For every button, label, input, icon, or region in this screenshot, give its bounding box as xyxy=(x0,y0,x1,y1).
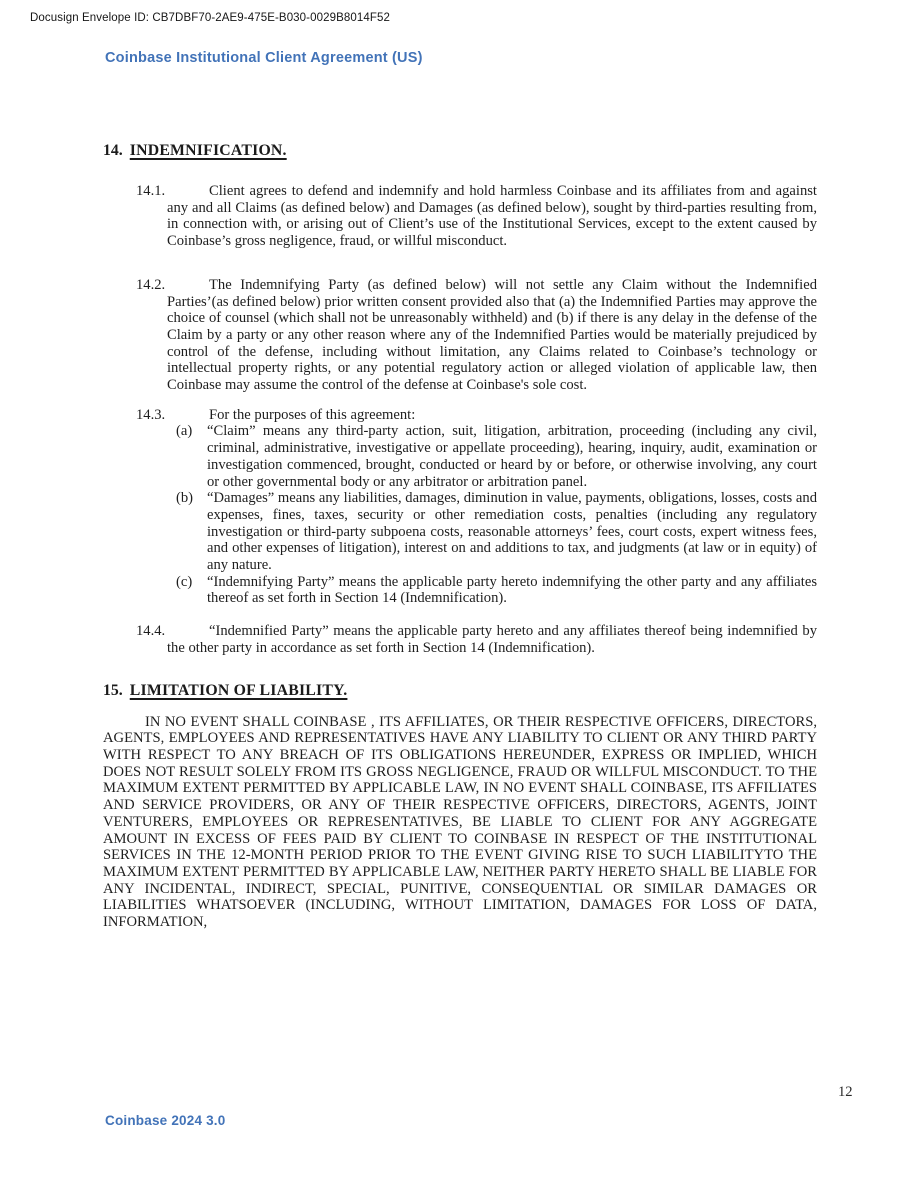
section-14-title: INDEMNIFICATION. xyxy=(129,142,287,159)
clause-14-2-number: 14.2. xyxy=(136,276,166,293)
section-14-heading xyxy=(103,141,817,161)
clause-14-3 xyxy=(103,407,817,607)
page-content xyxy=(103,141,817,931)
document-title: Coinbase Institutional Client Agreement (US) xyxy=(105,50,423,66)
definition-item-claim xyxy=(167,423,817,490)
definition-item-indemnifying-party xyxy=(167,574,817,607)
definition-item-claim-text: “Claim” means any third-party action, suit, litigation, arbitration, proceeding (including any civil, criminal, administrative, investigative or appellate proceeding), hearing, inquiry, audit, examination or investigation commenced, brought, conducted or heard by or before, or otherwise involving, any court or other governmental body or any arbitrator or arbitration panel. xyxy=(207,423,817,490)
definition-item-indemnifying-party-text: “Indemnifying Party” means the applicable party hereto indemnifying the other party and any affiliates thereof as set forth in Section 14 (Indemnification). xyxy=(207,573,817,607)
section-15-title: LIMITATION OF LIABILITY. xyxy=(129,681,348,699)
definition-item-damages xyxy=(167,490,817,574)
clause-14-2 xyxy=(103,277,817,394)
definition-item-claim-marker: (a) xyxy=(176,423,193,440)
clause-14-3-number: 14.3. xyxy=(136,406,166,423)
section-15-number: 15. xyxy=(103,681,123,699)
clause-14-1 xyxy=(103,183,817,250)
clause-14-4-number: 14.4. xyxy=(136,623,166,640)
document-version-label: Coinbase 2024 3.0 xyxy=(105,1113,226,1128)
definition-item-damages-marker: (b) xyxy=(176,490,194,507)
docusign-envelope-id: Docusign Envelope ID: CB7DBF70-2AE9-475E-B030-0029B8014F52 xyxy=(30,12,390,24)
section-15-heading xyxy=(103,681,817,701)
clause-14-1-text: Client agrees to defend and indemnify and hold harmless Coinbase and its affiliates from and against any and all Claims (as defined below) and Damages (as defined below), sought by third-parties resulting from, in connection with, or arising out of Client’s use of the Institutional Services, except to the extent caused by Coinbase’s gross negligence, fraud, or willful misconduct. xyxy=(167,183,817,250)
clause-14-4 xyxy=(103,623,817,656)
definition-item-indemnifying-party-marker: (c) xyxy=(176,573,193,590)
clause-14-4-text: “Indemnified Party” means the applicable party hereto and any affiliates thereof being indemnified by the other party in accordance as set forth in Section 14 (Indemnification). xyxy=(167,623,817,656)
definition-item-damages-text: “Damages” means any liabilities, damages, diminution in value, payments, obligations, losses, costs and expenses, fines, taxes, security or other remediation costs, penalties (including any regulatory investigation or third-party subpoena costs, reasonable attorneys’ fees, court costs, expert witness fees, and other expenses of litigation), interest on and additions to tax, and judgments (at law or in equity) of any nature. xyxy=(207,490,817,574)
clause-14-3-intro: For the purposes of this agreement: xyxy=(209,406,416,423)
section-15-paragraph: IN NO EVENT SHALL COINBASE , ITS AFFILIATES, OR THEIR RESPECTIVE OFFICERS, DIRECTORS, AGENTS, EMPLOYEES AND REPRESENTATIVES HAVE ANY LIABILITY TO CLIENT OR ANY THIRD PARTY WITH RESPECT TO ANY BREACH OF ITS OBLIGATIONS HEREUNDER, EXPRESS OR IMPLIED, WHICH DOES NOT RESULT SOLELY FROM ITS GROSS NEGLIGENCE, FRAUD OR WILLFUL MISCONDUCT. TO THE MAXIMUM EXTENT PERMITTED BY APPLICABLE LAW, IN NO EVENT SHALL COINBASE, ITS AFFILIATES AND SERVICE PROVIDERS, OR ANY OF THEIR RESPECTIVE OFFICERS, DIRECTORS, AGENTS, JOINT VENTURERS, EMPLOYEES OR REPRESENTATIVES, BE LIABLE TO CLIENT FOR ANY AGGREGATE AMOUNT IN EXCESS OF FEES PAID BY CLIENT TO COINBASE IN RESPECT OF THE INSTITUTIONAL SERVICES IN THE 12-MONTH PERIOD PRIOR TO THE EVENT GIVING RISE TO SUCH LIABILITYTO THE MAXIMUM EXTENT PERMITTED BY APPLICABLE LAW, NEITHER PARTY HERETO SHALL BE LIABLE FOR ANY INCIDENTAL, INDIRECT, SPECIAL, PUNITIVE, CONSEQUENTIAL OR SIMILAR DAMAGES OR LIABILITIES WHATSOEVER (INCLUDING, WITHOUT LIMITATION, DAMAGES FOR LOSS OF DATA, INFORMATION, xyxy=(103,713,817,931)
section-14-number: 14. xyxy=(103,142,123,159)
clause-14-1-number: 14.1. xyxy=(136,183,166,199)
page-number: 12 xyxy=(838,1084,853,1100)
clause-14-2-text: The Indemnifying Party (as defined below) will not settle any Claim without the Indemnified Parties’(as defined below) prior written consent provided also that (a) the Indemnified Parties may approve the choice of counsel (which shall not be unreasonably withheld) and (b) if there is any delay in the defense of the Claim by a party or any other reason where any of the Indemnified Parties would be materially prejudiced by control of the defense, including without limitation, any Claims related to Coinbase’s technology or intellectual property rights, or any potential regulatory action or alleged violation of applicable law, then Coinbase may assume the control of the defense at Coinbase's sole cost. xyxy=(167,276,817,394)
